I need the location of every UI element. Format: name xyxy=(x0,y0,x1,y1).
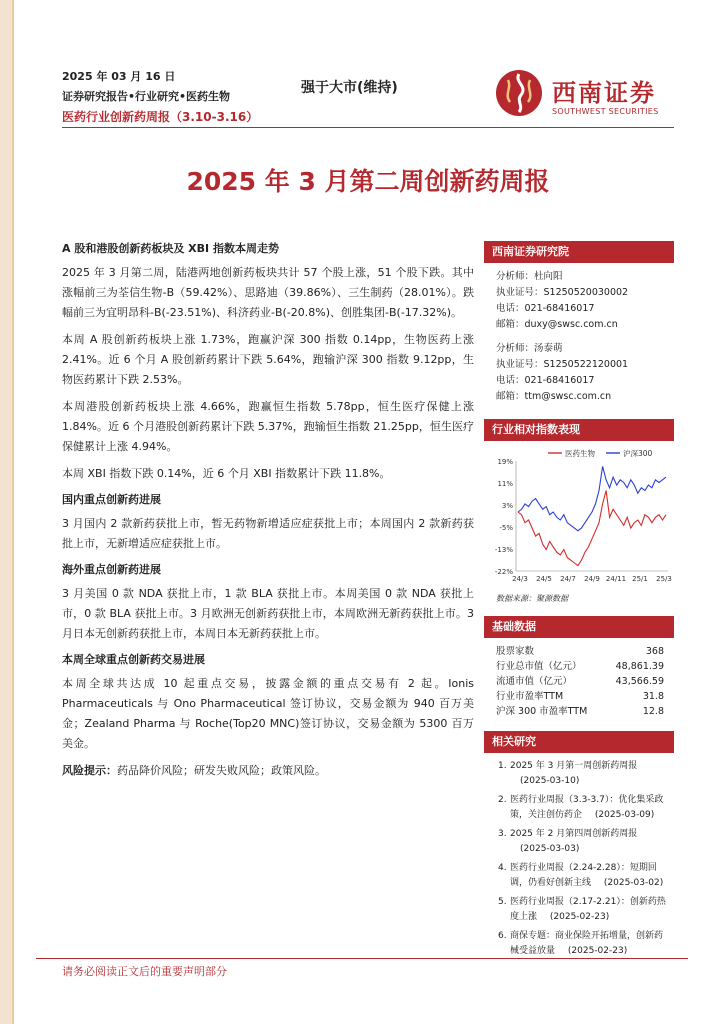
performance-chart-svg xyxy=(484,441,674,591)
related-research-item[interactable] xyxy=(498,827,670,857)
header-divider xyxy=(62,127,674,128)
logo-emblem-icon xyxy=(494,68,544,118)
side-decor-line xyxy=(12,0,14,1024)
risk-text: 药品降价风险；研发失败风险；政策风险。 xyxy=(117,764,326,777)
risk-label: 风险提示： xyxy=(62,764,117,777)
performance-chart xyxy=(484,441,674,591)
basic-data-row xyxy=(496,659,664,674)
paragraph: 3 月美国 0 款 NDA 获批上市，1 款 BLA 获批上市。本周美国 0 款 NDA 获批上市，0 款 BLA 获批上市。3 月欧洲无创新药获批上市，本周欧洲无新药获批上市。3 月日本无创新药获批上市，本周日本无新药获批上市。 xyxy=(62,587,474,640)
basic-data-label: 流通市值（亿元） xyxy=(496,676,573,687)
related-research-body xyxy=(510,827,670,857)
analyst-phone: 电话：021-68416017 xyxy=(496,375,595,386)
y-tick-label: -5% xyxy=(499,524,513,532)
analyst-cert: 执业证号：S1250522120001 xyxy=(496,359,629,370)
related-research-number: 1. xyxy=(498,761,507,771)
related-research-title: 医药行业周报（2.24-2.28）：短期回调，仍看好创新主线 xyxy=(510,863,657,888)
analyst-name: 分析师：杜向阳 xyxy=(496,271,563,282)
related-research-date: (2025-03-09) xyxy=(594,810,655,820)
section-title: 海外重点创新药进展 xyxy=(62,563,161,576)
related-research-title: 2025 年 3 月第一周创新药周报 xyxy=(510,761,638,771)
sidebar xyxy=(484,241,674,963)
legend-label: 医药生物 xyxy=(565,449,595,458)
basic-data-label: 行业市盈率TTM xyxy=(496,691,564,702)
related-research-body xyxy=(510,861,670,891)
analyst-phone: 电话：021-68416017 xyxy=(496,303,595,314)
x-tick-label: 24/9 xyxy=(584,575,600,583)
related-research-date: (2025-03-10) xyxy=(520,776,580,786)
related-research-title: 2025 年 2 月第四周创新药周报 xyxy=(510,829,638,839)
basic-data-label: 股票家数 xyxy=(496,646,535,657)
related-research-title: 商保专题：商业保险开拓增量，创新药械受益放量 xyxy=(510,931,664,956)
y-tick-label: 11% xyxy=(497,480,513,488)
section-title: 本周全球重点创新药交易进展 xyxy=(62,653,205,666)
page-title: 2025 年 3 月第二周创新药周报 xyxy=(186,167,550,196)
basic-data-value: 31.8 xyxy=(642,691,664,702)
x-tick-label: 24/3 xyxy=(512,575,528,583)
y-tick-label: 19% xyxy=(497,458,513,466)
sidebar-heading: 西南证券研究院 xyxy=(484,241,674,263)
main-content xyxy=(62,240,474,788)
related-research-body xyxy=(510,929,670,959)
x-tick-label: 25/1 xyxy=(632,575,648,583)
paragraph: 3 月国内 2 款新药获批上市，暂无药物新增适应症获批上市；本周国内 2 款新药获批上市，无新增适应症获批上市。 xyxy=(62,517,474,550)
report-type: 证券研究报告•行业研究•医药生物 xyxy=(62,90,231,103)
basic-data-value: 43,566.59 xyxy=(615,676,664,687)
logo-text-en: SOUTHWEST SECURITIES xyxy=(552,107,659,116)
analyst-email: 邮箱：duxy@swsc.com.cn xyxy=(496,319,618,330)
related-research-body xyxy=(510,895,670,925)
series-line-1 xyxy=(518,466,666,530)
related-research-item[interactable] xyxy=(498,929,670,959)
analyst-info xyxy=(484,263,674,405)
related-research-title: 医药行业周报（2.17-2.21）：创新药热度上涨 xyxy=(510,897,666,922)
basic-data-list xyxy=(484,638,674,719)
section-title: A 股和港股创新药板块及 XBI 指数本周走势 xyxy=(62,242,279,255)
basic-data-label: 沪深 300 市盈率TTM xyxy=(496,706,588,717)
risk-note xyxy=(62,761,474,781)
side-decor-bar xyxy=(0,0,12,1024)
logo-text-cn: 西南证券 xyxy=(552,78,656,107)
related-research-date: (2025-03-02) xyxy=(603,878,664,888)
x-tick-label: 24/11 xyxy=(605,575,627,583)
sidebar-heading: 基础数据 xyxy=(484,616,674,638)
legend-label: 沪深300 xyxy=(623,449,653,458)
analyst-name: 分析师：汤泰萌 xyxy=(496,343,563,354)
related-research-body xyxy=(510,759,670,789)
basic-data-label: 行业总市值（亿元） xyxy=(496,661,582,672)
y-tick-label: -13% xyxy=(494,546,513,554)
y-tick-label: -22% xyxy=(494,568,513,576)
related-research-title: 医药行业周报（3.3-3.7）：优化集采政策，关注创仿药企 xyxy=(510,795,664,820)
basic-data-row xyxy=(496,644,664,659)
related-research-number: 5. xyxy=(498,897,507,907)
related-research-date: (2025-02-23) xyxy=(549,912,610,922)
related-research-date: (2025-02-23) xyxy=(567,946,628,956)
related-research-number: 3. xyxy=(498,829,507,839)
sidebar-heading: 相关研究 xyxy=(484,731,674,753)
x-tick-label: 24/7 xyxy=(560,575,576,583)
x-tick-label: 25/3 xyxy=(656,575,672,583)
paragraph: 本周 XBI 指数下跌 0.14%，近 6 个月 XBI 指数累计下跌 11.8%。 xyxy=(62,467,391,480)
basic-data-row xyxy=(496,674,664,689)
related-research-item[interactable] xyxy=(498,895,670,925)
section-title: 国内重点创新药进展 xyxy=(62,493,161,506)
x-tick-label: 24/5 xyxy=(536,575,552,583)
footer-note: 请务必阅读正文后的重要声明部分 xyxy=(62,965,227,978)
related-research-item[interactable] xyxy=(498,861,670,891)
report-series: 医药行业创新药周报（3.10-3.16） xyxy=(62,110,259,124)
related-research-date: (2025-03-03) xyxy=(520,844,580,854)
related-research-item[interactable] xyxy=(498,793,670,823)
series-line-0 xyxy=(518,491,666,566)
paragraph: 2025 年 3 月第二周，陆港两地创新药板块共计 57 个股上涨，51 个股下跌。其中涨幅前三为荃信生物-B（59.42%）、思路迪（39.86%）、三生制药（28.01%）。跌幅前三为宜明昂科-B(-23.51%)、科济药业-B(-20.8%)、创胜集团-B(-17.32%)。 xyxy=(62,266,474,319)
y-tick-label: 3% xyxy=(501,502,513,510)
chart-source: 数据来源：聚源数据 xyxy=(496,594,568,603)
report-date: 2025 年 03 月 16 日 xyxy=(62,70,176,83)
analyst-email: 邮箱：ttm@swsc.com.cn xyxy=(496,391,612,402)
basic-data-value: 12.8 xyxy=(642,706,664,717)
paragraph: 本周全球共达成 10 起重点交易，披露金额的重点交易有 2 起。Ionis Pharmaceuticals 与 Ono Pharmaceutical 签订协议，交易金额为 940 百万美金；Zealand Pharma 与 Roche(Top20 MNC)签订协议，交易金额为 5300 百万美金。 xyxy=(62,677,474,750)
basic-data-row xyxy=(496,689,664,704)
basic-data-value: 368 xyxy=(645,646,664,657)
company-logo xyxy=(494,66,674,122)
related-research-number: 2. xyxy=(498,795,507,805)
sidebar-heading: 行业相对指数表现 xyxy=(484,419,674,441)
basic-data-value: 48,861.39 xyxy=(615,661,664,672)
paragraph: 本周港股创新药板块上涨 4.66%，跑赢恒生指数 5.78pp，恒生医疗保健上涨 1.84%。近 6 个月港股创新药累计下跌 5.37%，跑输恒生指数 21.25pp，恒生医疗保健累计上涨 4.94%。 xyxy=(62,400,474,453)
basic-data-row xyxy=(496,704,664,719)
footer-divider xyxy=(36,958,688,959)
related-research-body xyxy=(510,793,670,823)
analyst-cert: 执业证号：S1250520030002 xyxy=(496,287,629,298)
paragraph: 本周 A 股创新药板块上涨 1.73%，跑赢沪深 300 指数 0.14pp，生物医药上涨 2.41%。近 6 个月 A 股创新药累计下跌 5.64%，跑输沪深 300 指数 9.12pp，生物医药累计下跌 2.53%。 xyxy=(62,333,474,386)
related-research-item[interactable] xyxy=(498,759,670,789)
related-research-number: 6. xyxy=(498,931,507,941)
industry-rating: 强于大市(维持) xyxy=(301,80,398,96)
related-research-list xyxy=(484,753,674,959)
related-research-number: 4. xyxy=(498,863,507,873)
